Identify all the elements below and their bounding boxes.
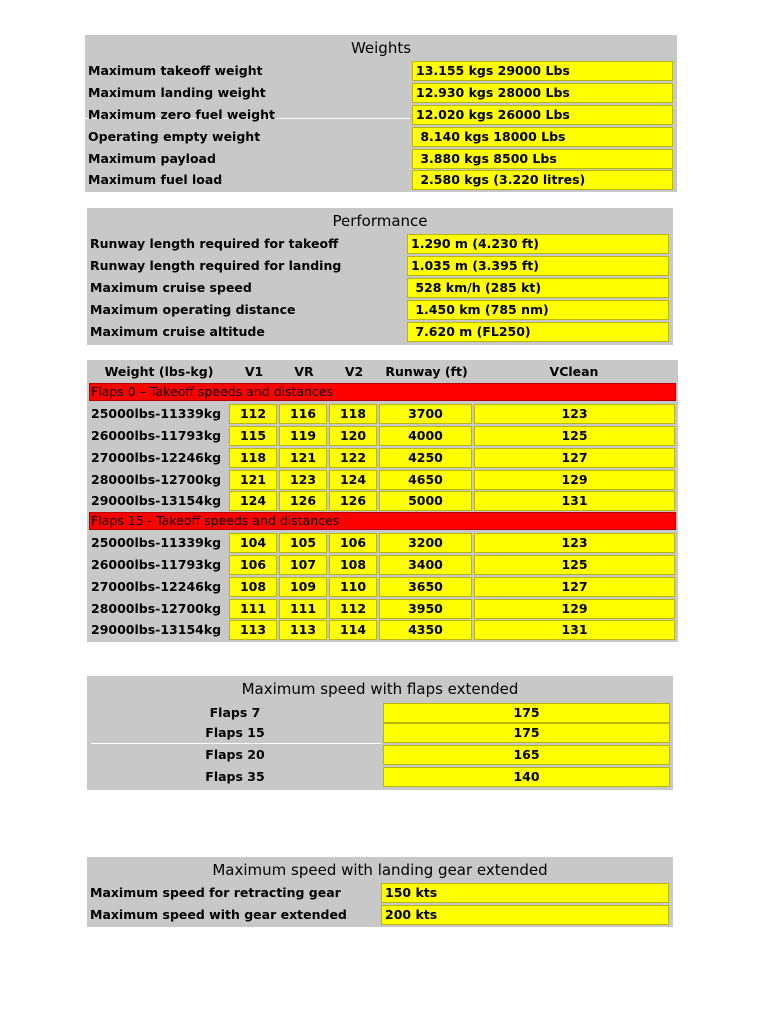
speeds-table <box>87 360 678 642</box>
runway-cell: 4650 <box>379 470 472 490</box>
v1-cell: 124 <box>229 491 277 511</box>
header-v1: V1 <box>244 364 264 379</box>
gear-value: 200 kts <box>381 905 669 925</box>
flaps-label: Flaps 20 <box>205 747 265 762</box>
vclean-cell: 127 <box>474 448 675 468</box>
weights-value: 12.930 kgs 28000 Lbs <box>412 83 673 103</box>
weights-value: 3.880 kgs 8500 Lbs <box>412 149 673 169</box>
vclean-cell: 129 <box>474 599 675 619</box>
gear-speed-panel <box>87 857 673 927</box>
v1-cell: 106 <box>229 555 277 575</box>
weights-row <box>85 105 677 127</box>
header-runway: Runway (ft) <box>385 364 468 379</box>
performance-panel <box>87 208 673 345</box>
flaps-value: 175 <box>383 723 670 743</box>
weights-row <box>85 170 677 192</box>
vclean-cell: 123 <box>474 404 675 424</box>
v2-cell: 110 <box>329 577 377 597</box>
gear-label: Maximum speed with gear extended <box>90 907 347 922</box>
runway-cell: 3950 <box>379 599 472 619</box>
v2-cell: 112 <box>329 599 377 619</box>
v1-cell: 104 <box>229 533 277 553</box>
performance-row <box>87 278 673 300</box>
flaps-15-group-header: Flaps 15 - Takeoff speeds and distances <box>89 512 676 530</box>
vr-cell: 119 <box>279 426 327 446</box>
v2-cell: 114 <box>329 620 377 640</box>
gear-speed-title: Maximum speed with landing gear extended <box>212 861 548 879</box>
weight-label: 25000lbs-11339kg <box>91 535 222 550</box>
performance-row <box>87 256 673 278</box>
v1-cell: 113 <box>229 620 277 640</box>
weights-row <box>85 127 677 149</box>
v2-cell: 122 <box>329 448 377 468</box>
weight-label: 28000lbs-12700kg <box>91 472 222 487</box>
v1-cell: 111 <box>229 599 277 619</box>
flaps-value: 165 <box>383 745 670 765</box>
weights-label: Maximum payload <box>88 151 216 166</box>
weights-row <box>85 61 677 83</box>
gear-row <box>87 905 673 927</box>
runway-cell: 4250 <box>379 448 472 468</box>
weights-value: 2.580 kgs (3.220 litres) <box>412 170 673 190</box>
vclean-cell: 127 <box>474 577 675 597</box>
vr-cell: 111 <box>279 599 327 619</box>
flaps-value: 140 <box>383 767 670 787</box>
weights-row <box>85 149 677 171</box>
header-v2: V2 <box>344 364 364 379</box>
v2-cell: 108 <box>329 555 377 575</box>
vr-cell: 113 <box>279 620 327 640</box>
weights-label: Maximum landing weight <box>88 85 266 100</box>
v2-cell: 124 <box>329 470 377 490</box>
vclean-cell: 125 <box>474 555 675 575</box>
vr-cell: 123 <box>279 470 327 490</box>
performance-row <box>87 300 673 322</box>
flaps-value: 175 <box>383 703 670 723</box>
vclean-cell: 123 <box>474 533 675 553</box>
weight-label: 26000lbs-11793kg <box>91 428 222 443</box>
performance-value: 528 km/h (285 kt) <box>407 278 669 298</box>
v1-cell: 118 <box>229 448 277 468</box>
runway-cell: 3650 <box>379 577 472 597</box>
performance-value: 1.290 m (4.230 ft) <box>407 234 669 254</box>
vclean-cell: 131 <box>474 620 675 640</box>
header-weight: Weight (lbs-kg) <box>104 364 214 379</box>
v1-cell: 108 <box>229 577 277 597</box>
performance-label: Runway length required for takeoff <box>90 236 339 251</box>
v1-cell: 121 <box>229 470 277 490</box>
v2-cell: 106 <box>329 533 377 553</box>
performance-label: Maximum operating distance <box>90 302 296 317</box>
vr-cell: 107 <box>279 555 327 575</box>
performance-row <box>87 234 673 256</box>
runway-cell: 5000 <box>379 491 472 511</box>
flaps-speed-panel <box>87 676 673 790</box>
flaps-label: Flaps 15 <box>205 725 265 740</box>
runway-cell: 3400 <box>379 555 472 575</box>
weights-value: 13.155 kgs 29000 Lbs <box>412 61 673 81</box>
v2-cell: 118 <box>329 404 377 424</box>
performance-label: Maximum cruise speed <box>90 280 252 295</box>
vclean-cell: 125 <box>474 426 675 446</box>
performance-label: Maximum cruise altitude <box>90 324 265 339</box>
weight-label: 28000lbs-12700kg <box>91 601 222 616</box>
weights-panel <box>85 35 677 192</box>
v2-cell: 126 <box>329 491 377 511</box>
flaps-label: Flaps 7 <box>209 705 261 720</box>
weight-label: 27000lbs-12246kg <box>91 579 222 594</box>
v1-cell: 112 <box>229 404 277 424</box>
weights-label: Maximum zero fuel weight <box>88 107 275 122</box>
weights-label: Maximum takeoff weight <box>88 63 263 78</box>
weight-label: 27000lbs-12246kg <box>91 450 222 465</box>
weights-value: 12.020 kgs 26000 Lbs <box>412 105 673 125</box>
runway-cell: 3700 <box>379 404 472 424</box>
weights-row <box>85 83 677 105</box>
vclean-cell: 129 <box>474 470 675 490</box>
weights-label: Operating empty weight <box>88 129 261 144</box>
performance-value: 7.620 m (FL250) <box>407 322 669 342</box>
performance-row <box>87 322 673 344</box>
weight-label: 29000lbs-13154kg <box>91 493 222 508</box>
vr-cell: 126 <box>279 491 327 511</box>
weight-label: 26000lbs-11793kg <box>91 557 222 572</box>
vr-cell: 109 <box>279 577 327 597</box>
performance-value: 1.035 m (3.395 ft) <box>407 256 669 276</box>
performance-label: Runway length required for landing <box>90 258 342 273</box>
vr-cell: 121 <box>279 448 327 468</box>
weights-label: Maximum fuel load <box>88 172 223 187</box>
gear-row <box>87 883 673 905</box>
vclean-cell: 131 <box>474 491 675 511</box>
vr-cell: 116 <box>279 404 327 424</box>
flaps-0-group-header: Flaps 0 – Takeoff speeds and distances <box>89 383 676 401</box>
flaps-speed-title: Maximum speed with flaps extended <box>241 680 519 698</box>
runway-cell: 4000 <box>379 426 472 446</box>
gear-label: Maximum speed for retracting gear <box>90 885 341 900</box>
gear-value: 150 kts <box>381 883 669 903</box>
runway-cell: 4350 <box>379 620 472 640</box>
performance-value: 1.450 km (785 nm) <box>407 300 669 320</box>
flaps-label: Flaps 35 <box>205 769 265 784</box>
vr-cell: 105 <box>279 533 327 553</box>
weight-label: 25000lbs-11339kg <box>91 406 222 421</box>
performance-title: Performance <box>332 212 428 230</box>
header-vclean: VClean <box>549 364 599 379</box>
weights-value: 8.140 kgs 18000 Lbs <box>412 127 673 147</box>
header-vr: VR <box>294 364 314 379</box>
v1-cell: 115 <box>229 426 277 446</box>
v2-cell: 120 <box>329 426 377 446</box>
weights-title: Weights <box>350 39 412 57</box>
divider <box>91 743 381 744</box>
weight-label: 29000lbs-13154kg <box>91 622 222 637</box>
runway-cell: 3200 <box>379 533 472 553</box>
